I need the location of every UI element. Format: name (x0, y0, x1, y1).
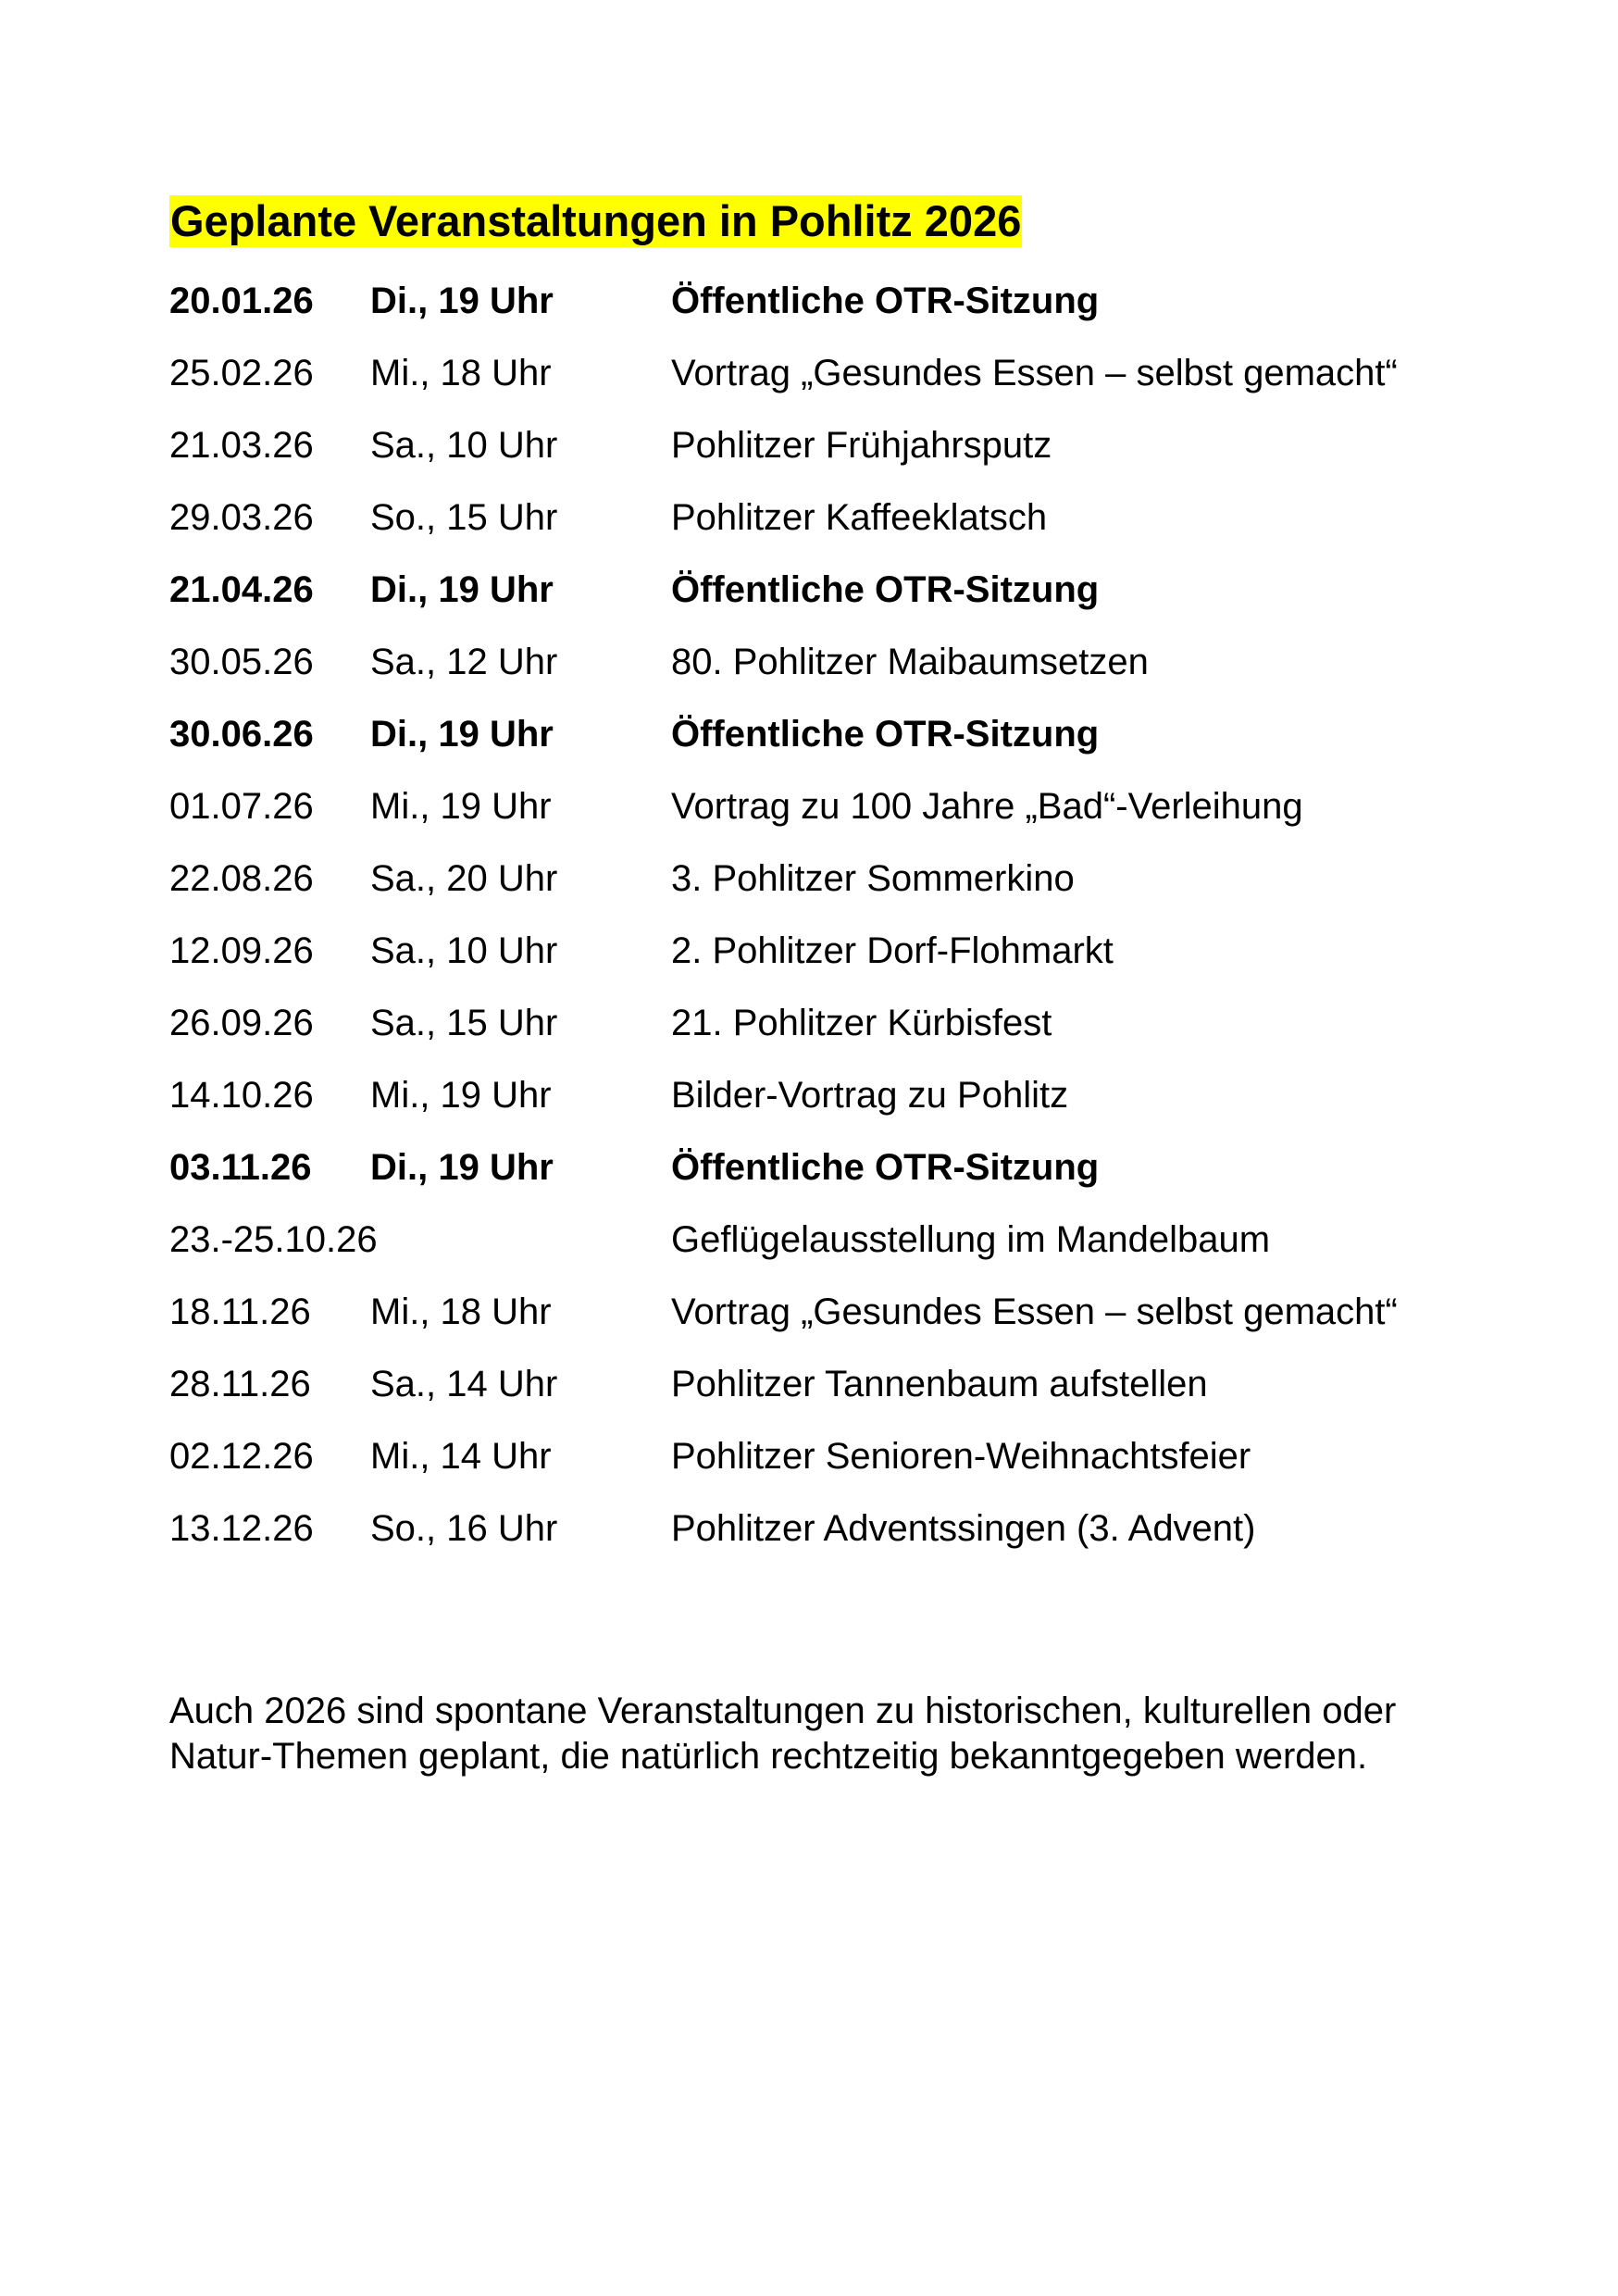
event-title: Vortrag „Gesundes Essen – selbst gemacht“ (671, 353, 1398, 393)
event-date: 01.07.26 (169, 786, 314, 827)
event-date: 18.11.26 (169, 1292, 311, 1332)
event-time: Sa., 10 Uhr (370, 930, 558, 971)
event-title: Pohlitzer Adventssingen (3. Advent) (671, 1508, 1256, 1549)
event-title: Vortrag zu 100 Jahre „Bad“-Verleihung (671, 786, 1303, 827)
event-time: Sa., 10 Uhr (370, 425, 558, 466)
event-row (169, 1067, 1512, 1140)
event-time: Di., 19 Uhr (370, 714, 554, 755)
event-row (169, 273, 1512, 345)
event-date: 23.-25.10.26 (169, 1219, 378, 1260)
event-time: Mi., 14 Uhr (370, 1436, 552, 1477)
event-row (169, 1140, 1512, 1212)
event-time: Di., 19 Uhr (370, 569, 554, 610)
event-time: Mi., 18 Uhr (370, 1292, 552, 1332)
footnote-paragraph: Auch 2026 sind spontane Veranstaltungen zu historischen, kulturellen oder Natur-Themen geplant, die natürlich rechtzeitig bekanntgegeben werden. (169, 1691, 1397, 1777)
event-date: 30.05.26 (169, 642, 314, 682)
event-title: Öffentliche OTR-Sitzung (671, 569, 1100, 610)
event-time: Sa., 15 Uhr (370, 1003, 558, 1043)
event-date: 28.11.26 (169, 1364, 311, 1404)
event-time: Mi., 19 Uhr (370, 786, 552, 827)
event-row (169, 490, 1512, 562)
event-row (169, 1356, 1512, 1429)
event-row (169, 634, 1512, 706)
event-title: Pohlitzer Frühjahrsputz (671, 425, 1052, 466)
event-title: Öffentliche OTR-Sitzung (671, 1147, 1100, 1188)
event-date: 02.12.26 (169, 1436, 314, 1477)
event-time: Sa., 20 Uhr (370, 858, 558, 899)
event-row (169, 779, 1512, 851)
event-schedule (169, 273, 1512, 1573)
event-date: 13.12.26 (169, 1508, 314, 1549)
event-row (169, 1429, 1512, 1501)
event-date: 25.02.26 (169, 353, 314, 393)
event-date: 03.11.26 (169, 1147, 312, 1188)
event-row (169, 1212, 1512, 1284)
event-title: Öffentliche OTR-Sitzung (671, 281, 1100, 321)
event-date: 22.08.26 (169, 858, 314, 899)
event-title: 80. Pohlitzer Maibaumsetzen (671, 642, 1149, 682)
event-title: Geflügelausstellung im Mandelbaum (671, 1219, 1271, 1260)
event-title: 21. Pohlitzer Kürbisfest (671, 1003, 1052, 1043)
event-title: Pohlitzer Kaffeeklatsch (671, 497, 1048, 538)
event-time: So., 16 Uhr (370, 1508, 558, 1549)
event-time: Sa., 12 Uhr (370, 642, 558, 682)
event-row (169, 995, 1512, 1067)
event-row (169, 1284, 1512, 1356)
event-row (169, 851, 1512, 923)
event-title: Vortrag „Gesundes Essen – selbst gemacht“ (671, 1292, 1398, 1332)
event-date: 20.01.26 (169, 281, 314, 321)
event-time: So., 15 Uhr (370, 497, 558, 538)
page-title: Geplante Veranstaltungen in Pohlitz 2026 (170, 196, 1022, 245)
event-date: 26.09.26 (169, 1003, 314, 1043)
event-time: Mi., 18 Uhr (370, 353, 552, 393)
event-row (169, 345, 1512, 418)
event-date: 14.10.26 (169, 1075, 314, 1116)
event-row (169, 418, 1512, 490)
event-time: Mi., 19 Uhr (370, 1075, 552, 1116)
event-row (169, 562, 1512, 634)
event-time: Sa., 14 Uhr (370, 1364, 558, 1404)
event-title: Bilder-Vortrag zu Pohlitz (671, 1075, 1069, 1116)
event-time: Di., 19 Uhr (370, 1147, 554, 1188)
event-title: Pohlitzer Senioren-Weihnachtsfeier (671, 1436, 1251, 1477)
event-title: Öffentliche OTR-Sitzung (671, 714, 1100, 755)
event-row (169, 1501, 1512, 1573)
event-date: 21.04.26 (169, 569, 314, 610)
event-date: 21.03.26 (169, 425, 314, 466)
event-date: 12.09.26 (169, 930, 314, 971)
event-row (169, 706, 1512, 779)
event-row (169, 923, 1512, 995)
event-title: 2. Pohlitzer Dorf-Flohmarkt (671, 930, 1114, 971)
event-time: Di., 19 Uhr (370, 281, 554, 321)
event-date: 30.06.26 (169, 714, 314, 755)
event-title: Pohlitzer Tannenbaum aufstellen (671, 1364, 1208, 1404)
event-date: 29.03.26 (169, 497, 314, 538)
event-title: 3. Pohlitzer Sommerkino (671, 858, 1075, 899)
